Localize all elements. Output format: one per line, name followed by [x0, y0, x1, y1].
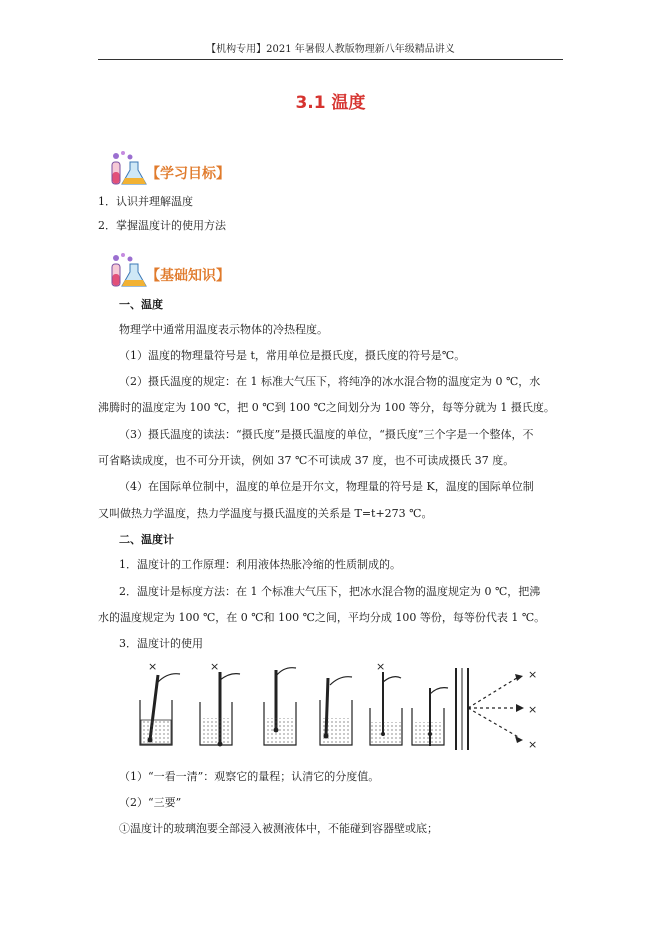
flask-icon: [106, 252, 150, 290]
paragraph: （2）“三要”: [119, 796, 182, 809]
paragraph: ①温度计的玻璃泡要全部浸入被测液体中，不能碰到容器壁或底；: [119, 822, 438, 835]
goal-item-1: 1．认识并理解温度: [98, 195, 193, 208]
goals-heading: [98, 150, 298, 190]
flask-icon: [106, 150, 150, 188]
paragraph: （2）摄氏温度的规定：在 1 标准大气压下，将纯净的冰水混合物的温度定为 0 ℃，水: [119, 375, 541, 388]
basics-label: 【基础知识】: [146, 268, 230, 284]
paragraph: （1）“一看一清”：观察它的量程；认清它的分度值。: [119, 770, 380, 783]
paragraph: 又叫做热力学温度，热力学温度与摄氏温度的关系是 T=t+273 ℃。: [98, 507, 433, 520]
goal-item-2: 2．掌握温度计的使用方法: [98, 219, 226, 232]
basics-heading: [98, 252, 298, 292]
wrong-mark: ×: [210, 660, 220, 673]
page-title: 3.1 温度: [295, 93, 366, 113]
paragraph: 1．温度计的工作原理：利用液体热胀冷缩的性质制成的。: [119, 558, 401, 571]
paragraph: （1）温度的物理量符号是 t，常用单位是摄氏度，摄氏度的符号是℃。: [119, 349, 466, 362]
wrong-mark: ×: [528, 668, 538, 681]
paragraph: 3．温度计的使用: [119, 637, 203, 650]
paragraph: 沸腾时的温度定为 100 ℃，把 0 ℃到 100 ℃之间划分为 100 等分，每等分就为 1 摄氏度。: [98, 401, 555, 414]
paragraph: 2．温度计是标度方法：在 1 个标准大气压下，把冰水混合物的温度规定为 0 ℃，把沸: [119, 585, 541, 598]
paragraph: 可省略读成度，也不可分开读，例如 37 ℃不可读成 37 度，也不可读成摄氏 37 度。: [98, 454, 515, 467]
section-heading-thermometer: 二、温度计: [119, 533, 174, 546]
goals-label: 【学习目标】: [146, 166, 230, 182]
wrong-mark: ×: [148, 660, 158, 673]
wrong-mark: ×: [376, 660, 386, 673]
paragraph: 物理学中通常用温度表示物体的冷热程度。: [119, 323, 328, 336]
wrong-mark: ×: [528, 703, 538, 716]
section-heading-temperature: 一、温度: [119, 298, 163, 311]
thermometer-usage-figure: [130, 660, 550, 755]
paragraph: （3）摄氏温度的读法：“摄氏度”是摄氏温度的单位，“摄氏度”三个字是一个整体，不: [119, 428, 534, 441]
paragraph: 水的温度规定为 100 ℃，在 0 ℃和 100 ℃之间，平均分成 100 等份，每等份代表 1 ℃。: [98, 611, 546, 624]
wrong-mark: ×: [528, 738, 538, 751]
paragraph: （4）在国际单位制中，温度的单位是开尔文，物理量的符号是 K，温度的国际单位制: [119, 480, 534, 493]
page-header: 【机构专用】2021 年暑假人教版物理新八年级精品讲义: [98, 40, 563, 60]
